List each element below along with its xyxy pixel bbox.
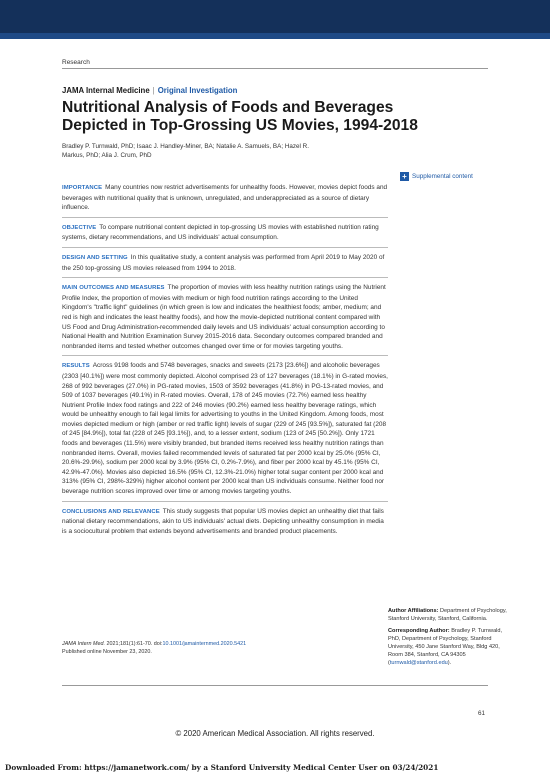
plus-icon: + — [400, 172, 409, 181]
abstract-text: This study suggests that popular US movies depict an unhealthy diet that fails national dietary recommendations, akin to US individuals' actual diets. Depicting unhealthy consumption in media is a sociocultural problem that extends beyond advertisements and branded product placements. — [62, 507, 384, 535]
doi-link[interactable]: 10.1001/jamainternmed.2020.5421 — [162, 641, 247, 647]
author-info-sidebar — [388, 607, 516, 671]
affiliations-text: Department of Psychology, Stanford University, Stanford, California. — [388, 608, 507, 622]
section-label: Research — [62, 59, 90, 66]
abstract-text: The proportion of movies with less healthy nutrition ratings using the Nutrient Profile Index, the proportion of movies with medium or high food nutrition ratings according to the United Kingdom's "traffic light" guidelines (in which green is low and indicates the healthiest foods; amber, medium; and red is high and indicates the least healthy foods), and how the movie-depicted nutritional content compared with US Food and Drug Administration-recommended daily levels and US individuals' actual consumption according to National Health and Nutrition Examination Survey 2015-2016 data. Secondary outcomes compared branded and nonbranded items and tested whether outcomes changed over time or for movies targeting youths. — [62, 284, 386, 350]
citation — [62, 641, 302, 657]
journal-banner — [0, 0, 550, 33]
citation-journal: JAMA Intern Med. — [62, 641, 105, 647]
abstract-text: Many countries now restrict advertisements for unhealthy foods. However, movies depict foods and beverages with nutritional quality that is unknown, unregulated, and underappreciated as a source of dietary influence. — [62, 184, 388, 212]
abstract-section-conclusions — [62, 507, 388, 541]
abstract-text: In this qualitative study, a content analysis was performed from April 2019 to May 2020 of the 250 top-grossing US movies released from 1994 to 2018. — [62, 253, 385, 272]
citation-details: 2021;181(1):61-70. doi: — [104, 641, 163, 647]
corresponding-text: Bradley P. Turnwald, PhD, Department of Psychology, Stanford University, 450 Jane Stanford Way, Bldg 420, Room 384, Stanford, CA 94305 ( — [388, 628, 503, 666]
abstract-section-results — [62, 361, 388, 501]
corresponding-close: ). — [447, 660, 452, 666]
corresponding-author — [388, 627, 516, 667]
author-list: Bradley P. Turnwald, PhD; Isaac J. Handley-Miner, BA; Natalie A. Samuels, BA; Hazel R. Markus, PhD; Alia J. Crum, PhD — [62, 143, 309, 159]
abstract-heading: OBJECTIVE — [62, 224, 97, 231]
section-divider — [62, 68, 488, 69]
copyright-notice: © 2020 American Medical Association. All rights reserved. — [175, 729, 375, 738]
supplemental-content-link[interactable] — [400, 172, 473, 181]
published-date: Published online November 23, 2020. — [62, 648, 152, 655]
abstract-section-design — [62, 253, 388, 278]
abstract-text: To compare nutritional content depicted in top-grossing US movies with established nutrition rating systems, dietary recommendations, and US individuals' actual consumption. — [62, 223, 379, 242]
abstract-heading: MAIN OUTCOMES AND MEASURES — [62, 285, 165, 292]
abstract — [62, 183, 388, 545]
abstract-section-outcomes — [62, 283, 388, 356]
supplemental-label: Supplemental content — [412, 173, 473, 180]
footer-divider — [62, 685, 488, 686]
page-number: 61 — [478, 710, 486, 717]
journal-line — [62, 86, 237, 95]
journal-separator: | — [152, 86, 155, 95]
article-type: Original Investigation — [157, 86, 238, 95]
email-link[interactable]: turnwald@stanford.edu — [389, 660, 448, 666]
corresponding-label: Corresponding Author: — [388, 628, 450, 634]
banner-rule — [0, 33, 550, 39]
abstract-heading: RESULTS — [62, 363, 90, 370]
affiliations-label: Author Affiliations: — [388, 608, 439, 614]
journal-name: JAMA Internal Medicine — [62, 86, 150, 95]
abstract-section-importance — [62, 183, 388, 218]
abstract-heading: DESIGN AND SETTING — [62, 254, 128, 261]
abstract-text: Across 9198 foods and 5748 beverages, snacks and sweets (2173 [23.6%]) and alcoholic beverages (2303 [40.1%]) were most commonly depicted. Alcohol comprised 23 of 127 beverages (18.1%) in G-rated movies, 268 of 992 beverages (27.0%) in PG-rated movies, 1503 of 3592 beverages (41.8%) in PG-13-rated movies, and 509 of 1037 beverages (49.1%) in R-rated movies. Overall, 178 of 245 movies (72.7%) earned less healthy Nutrient Profile Index food ratings and 222 of 246 movies (90.2%) earned less healthy beverage ratings, which would be unhealthy enough to fail legal limits for advertising to youths in the United Kingdom. Among foods, most movies depicted medium or high (amber or red traffic light) levels of sugar (229 of 245 [93.5%]), saturated fat (208 of 245 [84.9%]), total fat (228 of 245 [93.1%]), and, to a lesser extent, sodium (123 of 245 [50.2%]). Only 1721 foods and beverages (11.5%) were visibly branded, but branded items received less healthy nutrition ratings than nonbranded items. Overall, movies failed recommended levels of saturated fat per 2000 kcal by 25.0% (95% CI, 20.6%-29.9%), sodium per 2000 kcal by 3.9% (95% CI, 0.2%-7.9%), and fiber per 2000 kcal by 45.1% (95% CI, 42.9%-47.0%). Movies also depicted 16.5% (95% CI, 12.3%-21.0%) higher total sugar content per 2000 kcal and 313% (95% CI, 298%-329%) higher alcohol content per 2000 kcal than US individuals consume. Neither food nor beverage nutrition scores improved over time or among movies targeting youths. — [62, 362, 388, 496]
author-affiliations — [388, 607, 516, 623]
article-title: Nutritional Analysis of Foods and Beverages Depicted in Top-Grossing US Movies, 1994-2018 — [62, 99, 418, 134]
abstract-heading: CONCLUSIONS AND RELEVANCE — [62, 508, 160, 515]
abstract-section-objective — [62, 223, 388, 248]
abstract-heading: IMPORTANCE — [62, 185, 103, 191]
download-notice: Downloaded From: https://jamanetwork.com/ by a Stanford University Medical Center User on 03/24/2021 — [5, 763, 439, 772]
